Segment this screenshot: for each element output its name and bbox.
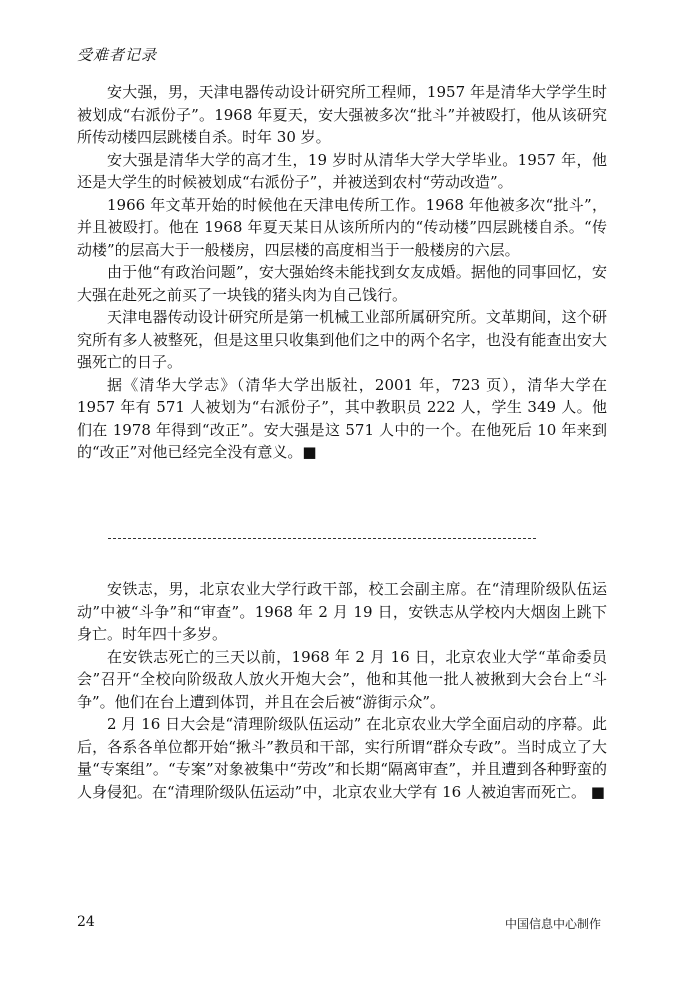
paragraph: 安大强，男，天津电器传动设计研究所工程师，1957 年是清华大学学生时被划成“右派份子”。1968 年夏天，安大强被多次“批斗”并被殴打，他从该研究所传动楼四层跳楼自杀。时年 30 岁。 [77, 83, 607, 146]
entry-an-tiezhi [77, 578, 607, 803]
running-header-title: 受难者记录 [77, 46, 158, 64]
paragraph: 在安铁志死亡的三天以前，1968 年 2 月 16 日，北京农业大学“革命委员会”召开“全校向阶级敌人放火开炮大会”，他和其他一批人被揪到大会台上“斗争”。他们在台上遭到体罚，并且在会后被“游街示众”。 [77, 647, 607, 711]
section-separator [108, 538, 536, 539]
paragraph: 2 月 16 日大会是“清理阶级队伍运动” 在北京农业大学全面启动的序幕。此后，各系各单位都开始“揪斗”教员和干部，实行所谓“群众专政”。当时成立了大量“专案组”。“专案”对象被集中“劳改”和长期“隔离审查”，并且遭到各种野蛮的人身侵犯。在“清理阶级队伍运动”中，北京农业大学有 16 人被迫害而死亡。 ■ [77, 715, 607, 801]
footer-credit: 中国信息中心制作 [504, 917, 601, 931]
paragraph: 安大强是清华大学的高才生，19 岁时从清华大学大学毕业。1957 年，他还是大学生的时候被划成“右派份子”，并被送到农村“劳动改造”。 [77, 150, 607, 191]
page-number: 24 [77, 914, 95, 930]
paragraph: 据《清华大学志》（清华大学出版社，2001 年，723 页），清华大学在 1957 年有 571 人被划为“右派份子”，其中教职员 222 人，学生 349 人。他们在 1978 年得到“改正”。安大强是这 571 人中的一个。在他死后 10 年来到的“改正”对他已经完全没有意义。■ [77, 375, 607, 461]
entry-an-daqiang [77, 81, 607, 464]
paragraph: 由于他“有政治问题”，安大强始终未能找到女友成婚。据他的同事回忆，安大强在赴死之前买了一块钱的猪头肉为自己饯行。 [77, 263, 607, 304]
paragraph: 1966 年文革开始的时候他在天津电传所工作。1968 年他被多次“批斗”，并且被殴打。他在 1968 年夏天某日从该所所内的“传动楼”四层跳楼自杀。“传动楼”的层高大于一般楼房，四层楼的高度相当于一般楼房的六层。 [77, 195, 607, 259]
paragraph: 天津电器传动设计研究所是第一机械工业部所属研究所。文革期间，这个研究所有多人被整死，但是这里只收集到他们之中的两个名字，也没有能查出安大强死亡的日子。 [77, 308, 607, 371]
paragraph: 安铁志，男，北京农业大学行政干部，校工会副主席。在“清理阶级队伍运动”中被“斗争”和“审查”。1968 年 2 月 19 日，安铁志从学校内大烟囱上跳下身亡。时年四十多岁。 [77, 580, 607, 643]
